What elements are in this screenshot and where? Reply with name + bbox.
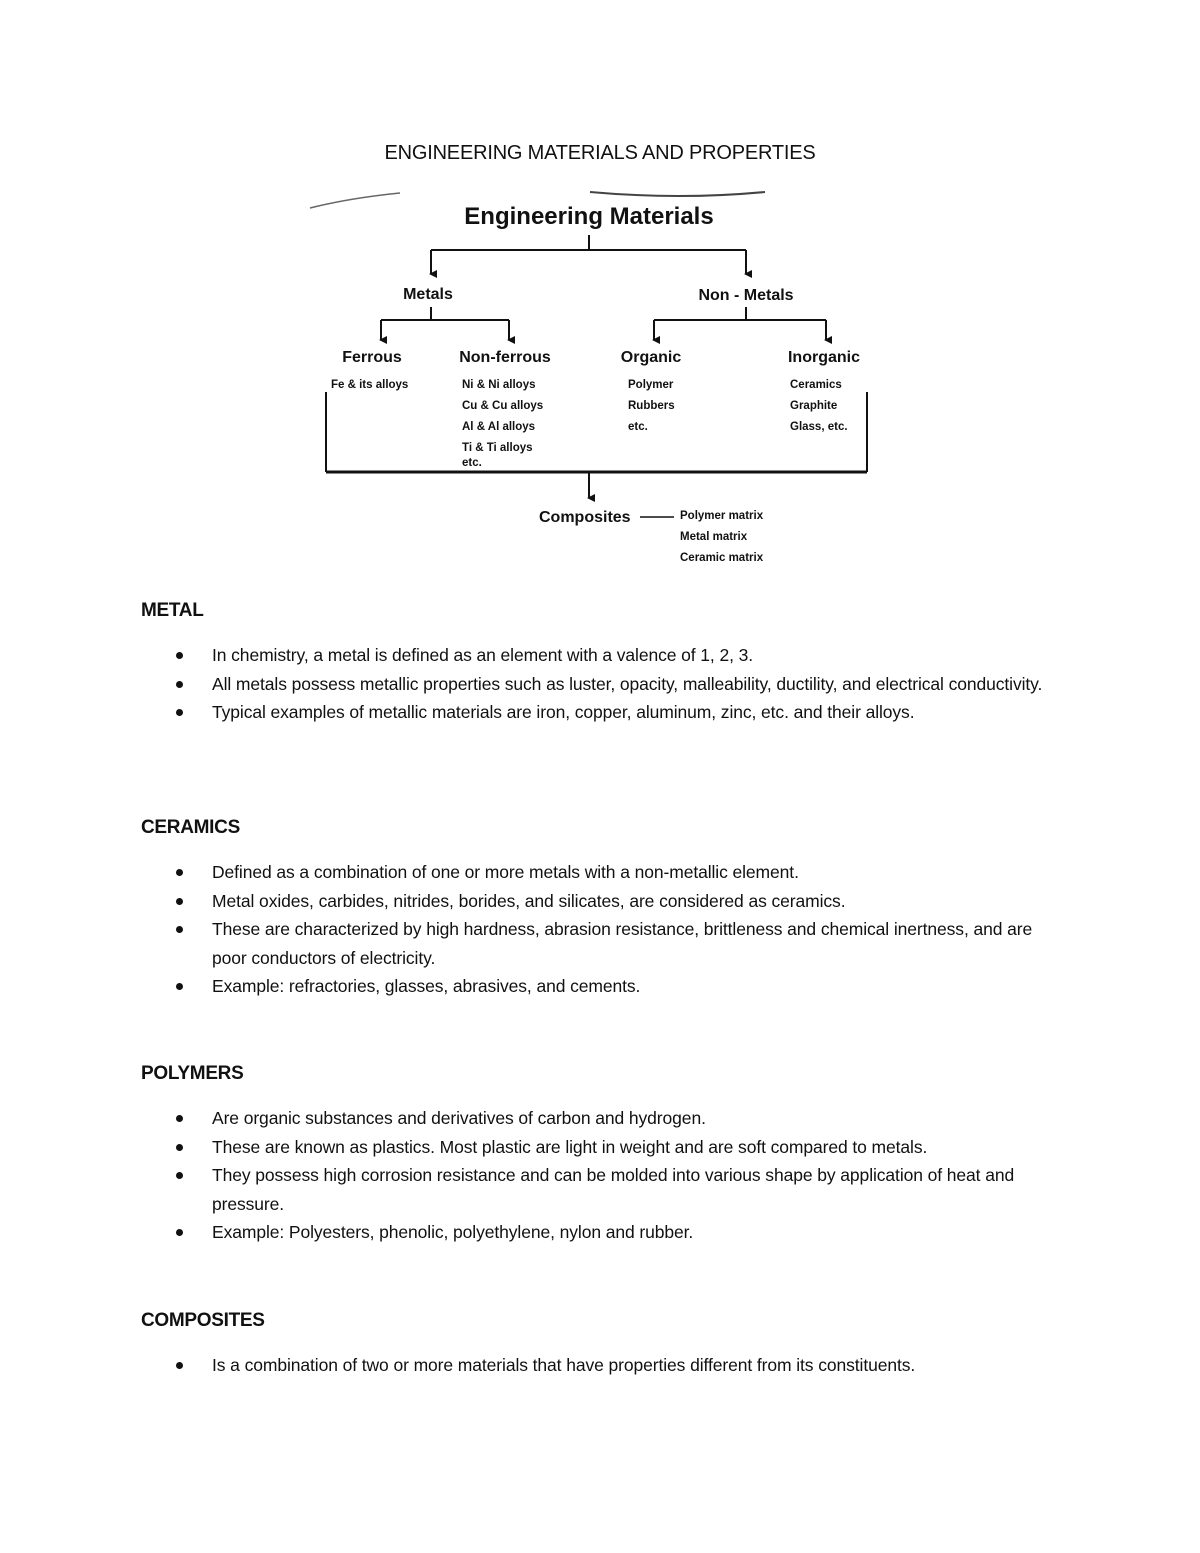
list-item-text: Are organic substances and derivatives of carbon and hydrogen. bbox=[212, 1108, 706, 1128]
scan-streak-right bbox=[590, 192, 765, 196]
bullet-icon bbox=[176, 1362, 183, 1369]
inorganic-item: Glass, etc. bbox=[790, 421, 848, 433]
nonferrous-item: Ti & Ti alloys bbox=[462, 442, 533, 454]
list-item-text: Metal oxides, carbides, nitrides, borides, and silicates, are considered as ceramics. bbox=[212, 890, 846, 911]
list-item bbox=[141, 887, 1061, 916]
bullet-icon bbox=[176, 898, 183, 905]
bullet-icon bbox=[176, 681, 183, 688]
nonferrous-item: Ni & Ni alloys bbox=[462, 379, 536, 391]
nonferrous-item: Cu & Cu alloys bbox=[462, 400, 544, 412]
list-item bbox=[141, 1351, 1061, 1380]
organic-label: Organic bbox=[620, 349, 682, 366]
list-item-text: Typical examples of metallic materials are iron, copper, aluminum, zinc, etc. and their alloys. bbox=[212, 702, 915, 722]
list-item-text: These are characterized by high hardness, abrasion resistance, brittleness and chemical inertness, and are poor conductors of electricity. bbox=[212, 919, 1033, 968]
bullet-list bbox=[141, 858, 1061, 1001]
bullet-icon bbox=[176, 1115, 183, 1122]
organic-item: Polymer bbox=[628, 379, 674, 391]
root-connector bbox=[431, 235, 746, 274]
nonferrous-item: Al & Al alloys bbox=[462, 421, 536, 433]
inorganic-item: Ceramics bbox=[790, 379, 842, 391]
list-item-text: All metals possess metallic properties such as luster, opacity, malleability, ductility, and electrical conductivity. bbox=[212, 673, 1043, 694]
list-item bbox=[141, 972, 1061, 1001]
inorganic-item: Graphite bbox=[790, 400, 838, 412]
bullet-icon bbox=[176, 926, 183, 933]
scan-streak-left bbox=[310, 193, 400, 208]
bullet-icon bbox=[176, 652, 183, 659]
metals-connector bbox=[381, 307, 509, 340]
bullet-icon bbox=[176, 1172, 183, 1179]
section-heading: CERAMICS bbox=[141, 817, 240, 838]
section-ceramics bbox=[141, 814, 1061, 1001]
nonmetals-label: Non - Metals bbox=[698, 287, 794, 304]
nonferrous-label: Non-ferrous bbox=[459, 349, 551, 366]
bullet-icon bbox=[176, 869, 183, 876]
list-item bbox=[141, 670, 1061, 699]
section-heading: METAL bbox=[141, 600, 204, 621]
composites-item: Metal matrix bbox=[680, 531, 748, 543]
list-item bbox=[141, 1104, 1061, 1133]
list-item-text: Is a combination of two or more materials that have properties different from its constituents. bbox=[212, 1355, 916, 1375]
bullet-icon bbox=[176, 709, 183, 716]
list-item bbox=[141, 698, 1061, 727]
organic-item: etc. bbox=[628, 421, 648, 433]
list-item bbox=[141, 1218, 1061, 1247]
diagram-root-label: Engineering Materials bbox=[464, 203, 714, 230]
inorganic-label: Inorganic bbox=[787, 349, 861, 366]
section-heading: COMPOSITES bbox=[141, 1310, 265, 1331]
bullet-icon bbox=[176, 983, 183, 990]
section-polymers bbox=[141, 1060, 1061, 1247]
bullet-list bbox=[141, 1351, 1061, 1380]
list-item bbox=[141, 858, 1061, 887]
composites-item: Ceramic matrix bbox=[680, 552, 764, 564]
metals-label: Metals bbox=[403, 286, 453, 303]
list-item-text: They possess high corrosion resistance and can be molded into various shape by application of heat and pressure. bbox=[212, 1165, 1015, 1214]
materials-classification-diagram bbox=[300, 180, 900, 580]
list-item-text: In chemistry, a metal is defined as an element with a valence of 1, 2, 3. bbox=[212, 645, 753, 665]
list-item bbox=[141, 641, 1061, 670]
ferrous-item: Fe & its alloys bbox=[331, 379, 409, 391]
list-item bbox=[141, 915, 1061, 972]
list-item bbox=[141, 1161, 1061, 1218]
organic-item: Rubbers bbox=[628, 400, 675, 412]
ferrous-label: Ferrous bbox=[342, 349, 402, 366]
list-item bbox=[141, 1133, 1061, 1162]
list-item-text: Defined as a combination of one or more metals with a non-metallic element. bbox=[212, 862, 799, 882]
list-item-text: These are known as plastics. Most plastic are light in weight and are soft compared to metals. bbox=[212, 1136, 928, 1157]
page-title: ENGINEERING MATERIALS AND PROPERTIES bbox=[384, 142, 816, 164]
section-metal bbox=[141, 597, 1061, 727]
bullet-icon bbox=[176, 1229, 183, 1236]
composites-item: Polymer matrix bbox=[680, 510, 764, 522]
bullet-list bbox=[141, 1104, 1061, 1247]
composites-label: Composites bbox=[539, 509, 631, 526]
list-item-text: Example: refractories, glasses, abrasives, and cements. bbox=[212, 976, 641, 996]
nonmetals-connector bbox=[654, 307, 826, 340]
nonferrous-item: etc. bbox=[462, 457, 482, 469]
composites-bracket bbox=[326, 392, 867, 498]
bullet-icon bbox=[176, 1144, 183, 1151]
section-heading: POLYMERS bbox=[141, 1063, 244, 1084]
section-composites bbox=[141, 1307, 1061, 1380]
list-item-text: Example: Polyesters, phenolic, polyethylene, nylon and rubber. bbox=[212, 1222, 694, 1242]
bullet-list bbox=[141, 641, 1061, 727]
